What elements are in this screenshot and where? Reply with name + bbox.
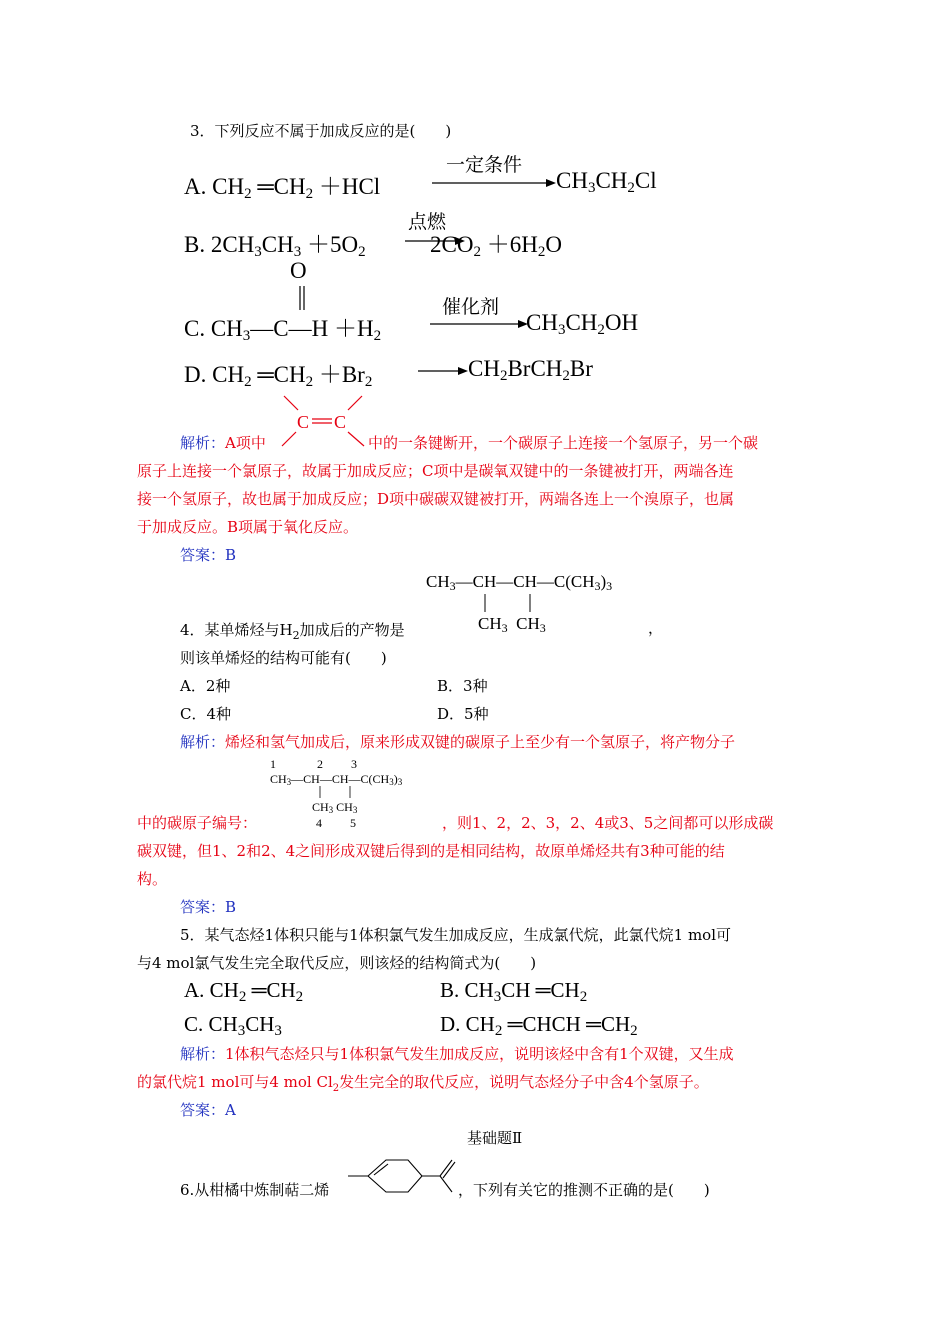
q4-structure-branch: $CH_3$ $CH_3$: [478, 614, 546, 635]
cc-double-bond-structure: [256, 390, 366, 452]
q4-atom-numbers-bottom: 4 5: [316, 816, 356, 830]
q3-c-condition: 催化剂: [442, 296, 500, 318]
q5-analysis-line-2: 的氯代烷1 mol可与4 mol $Cl_2$发生完全的取代反应，说明气态烃分子中含4个氢原子。: [137, 1073, 709, 1094]
q4-option-d: D．5种: [437, 705, 489, 723]
q4-stem-line-1: 4．某单烯烃与$H_2$加成后的产物是: [180, 621, 405, 642]
q4-analysis-line-1: 解析：烯烃和氢气加成后，原来形成双键的碳原子上至少有一个氢原子，将产物分子: [180, 733, 736, 751]
q4-product-structure: $CH_3—CH—CH—C(CH_3)_3$: [426, 572, 613, 593]
q3-d-arrow: [418, 366, 468, 376]
q6-stem-a: 6.从柑橘中炼制萜二烯: [180, 1181, 330, 1199]
q3-option-b: B. $2CH_3CH_3 +5O_2$: [184, 232, 366, 260]
q3-stem: 3．下列反应不属于加成反应的是( ): [190, 122, 452, 140]
q5-option-a: A. $CH_2$ $═CH_2$: [184, 978, 304, 1005]
q4-analysis-line-4: 构。: [137, 870, 168, 888]
q3-c-product: $CH_3CH_2OH$: [526, 310, 639, 338]
q3-option-c: C. $CH_3—C—H +H_2$: [184, 316, 382, 344]
q4-numbered-structure: $CH_3—CH—CH—C(CH_3)_3$: [270, 772, 403, 787]
svg-text:C: C: [334, 412, 347, 432]
q6-stem-b: ，下列有关它的推测不正确的是( ): [458, 1181, 710, 1199]
q3-c-double-bond: [297, 286, 307, 312]
q4-option-b: B．3种: [437, 677, 488, 695]
q3-option-a: A. $CH_2$ $═CH_2 +HCl$: [184, 174, 381, 202]
q4-atom-numbers-top: 1 2 3: [270, 757, 357, 771]
q3-analysis-line-1b: 中的一条键断开，一个碳原子上连接一个氢原子，另一个碳: [368, 434, 759, 452]
q3-analysis-line-4: 于加成反应。B项属于氧化反应。: [137, 518, 359, 536]
q4-analysis-line-2b: ，则1、2，2、3，2、4或3、5之间都可以形成碳: [442, 814, 774, 832]
q3-analysis-line-2: 原子上连接一个氯原子，故属于加成反应；C项中是碳氧双键中的一条键被打开，两端各连: [137, 462, 734, 480]
q5-option-d: D. $CH_2$ ═CHCH $═CH_2$: [440, 1012, 638, 1039]
q5-stem-line-2: 与4 mol氯气发生完全取代反应，则该烃的结构简式为( ): [137, 954, 537, 972]
q4-stem-comma: ，: [648, 619, 664, 637]
q4-analysis-line-3: 碳双键，但1、2和2、4之间形成双键后得到的是相同结构，故原单烯烃共有3种可能的结: [137, 842, 725, 860]
q5-stem-line-1: 5．某气态烃1体积只能与1体积氯气发生加成反应，生成氯代烷，此氯代烷1 mol可: [180, 926, 731, 944]
q3-option-d: D. $CH_2$ $═CH_2 +Br_2$: [184, 362, 373, 390]
q3-a-arrow: [432, 178, 556, 188]
q4-option-a: A．2种: [180, 677, 231, 695]
q3-b-condition: 点燃: [408, 211, 447, 233]
q3-d-product: $CH_2BrCH_2Br$: [468, 356, 593, 384]
q5-answer: 答案：A: [180, 1101, 236, 1119]
q4-analysis-line-2a: 中的碳原子编号：: [137, 814, 258, 832]
q4-option-c: C．4种: [180, 705, 232, 723]
q3-answer: 答案：B: [180, 546, 237, 564]
q4-answer: 答案：B: [180, 898, 237, 916]
q3-a-condition: 一定条件: [446, 154, 523, 176]
q3-c-oxygen: O: [290, 258, 307, 283]
svg-text:C: C: [297, 412, 310, 432]
terpinene-structure: [348, 1148, 460, 1204]
q4-numbered-bonds: [316, 786, 356, 800]
q4-numbered-branch: $CH_3$ $CH_3$: [312, 800, 358, 815]
q3-analysis-line-3: 接一个氢原子，故也属于加成反应；D项中碳碳双键被打开，两端各连上一个溴原子，也属: [137, 490, 735, 508]
q3-c-arrow: [430, 319, 528, 329]
q4-stem-line-2: 则该单烯烃的结构可能有( ): [180, 649, 387, 667]
q5-option-c: C. $CH_3CH_3$: [184, 1012, 282, 1039]
q5-analysis-line-1: 解析：1体积气态烃只与1体积氯气发生加成反应，说明该烃中含有1个双键，又生成: [180, 1045, 734, 1063]
q5-option-b: B. $CH_3CH$ $═CH_2$: [440, 978, 588, 1005]
q3-a-product: $CH_3CH_2Cl$: [556, 168, 657, 196]
q4-structure-bonds: [478, 594, 538, 614]
section-heading: 基础题Ⅱ: [467, 1129, 523, 1147]
q3-b-product: $2CO_2 +6H_2O$: [430, 232, 562, 260]
q3-analysis-line-1: 解析：A项中: [180, 434, 266, 452]
